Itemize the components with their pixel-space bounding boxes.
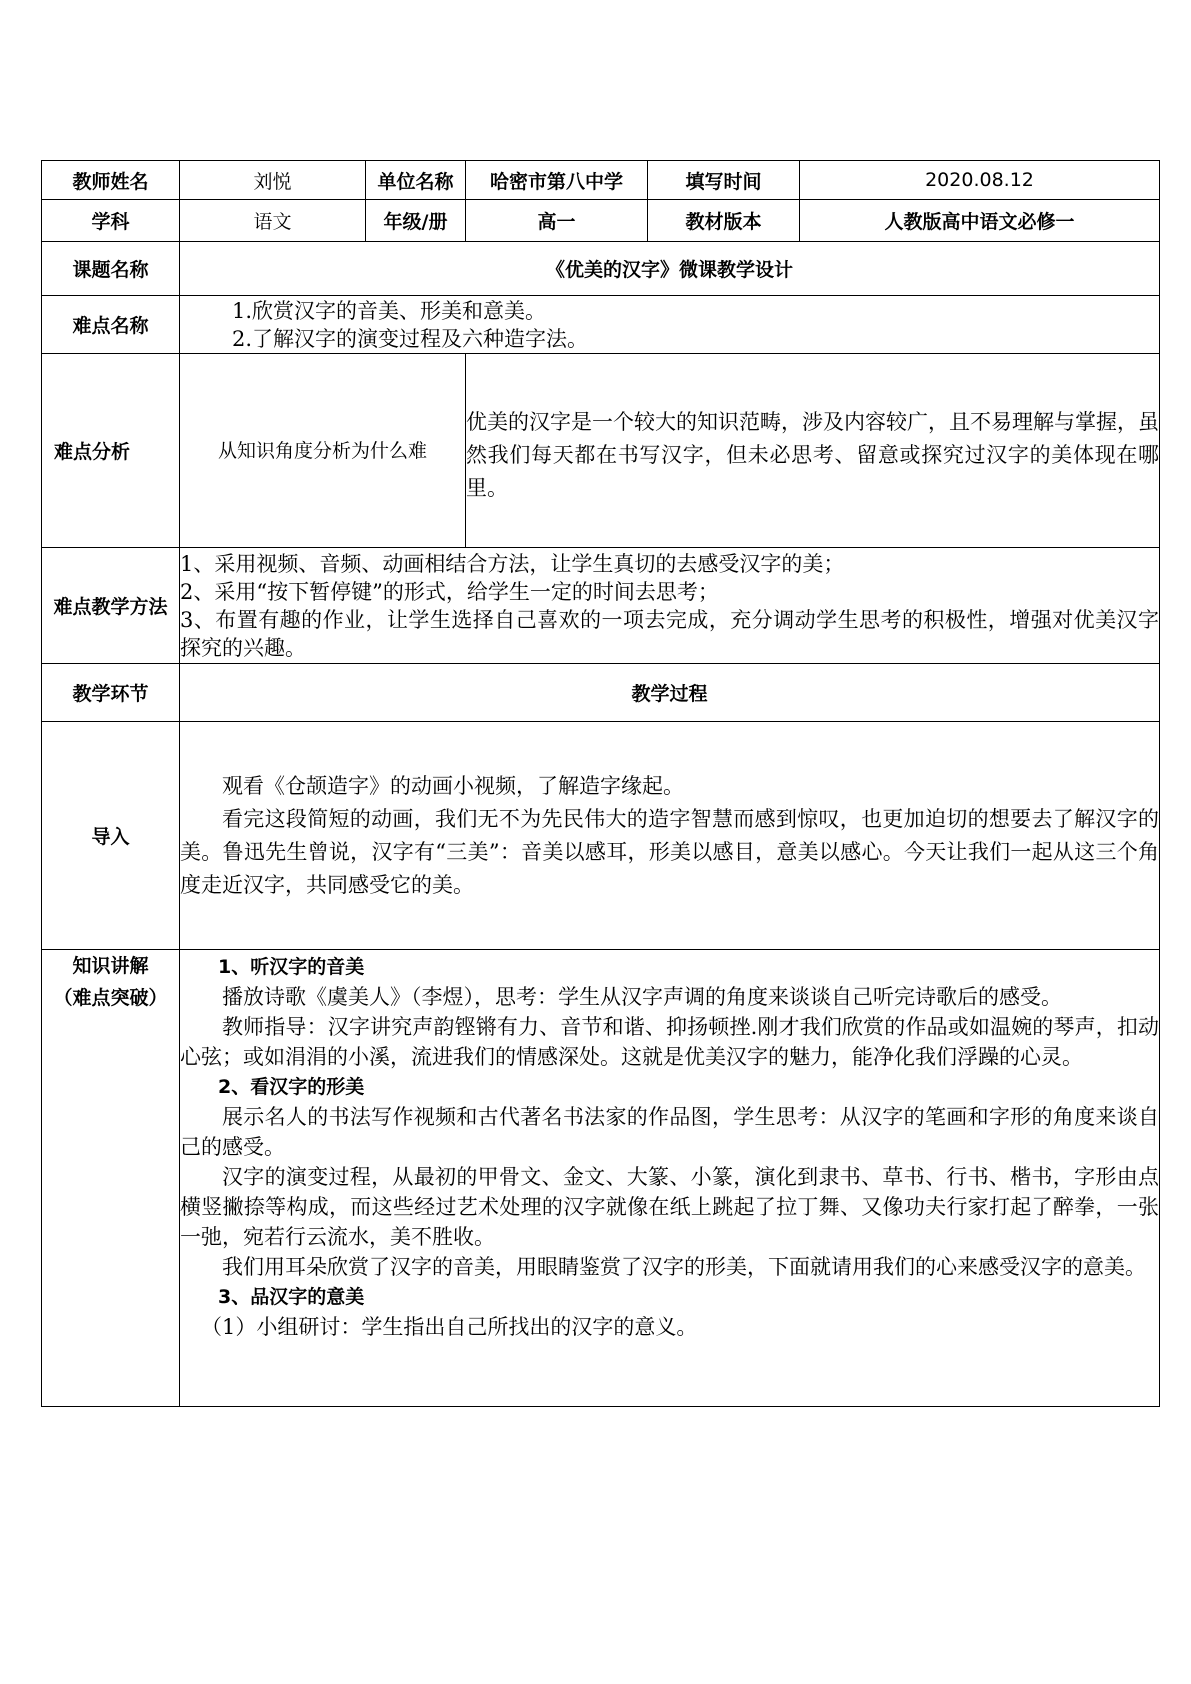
difficulty-line-1: 1.欣赏汉字的音美、形美和意美。	[232, 298, 547, 323]
date-label: 填写时间	[648, 161, 800, 200]
analysis-row	[42, 354, 1160, 548]
difficulty-row	[42, 296, 1160, 354]
difficulty-content	[180, 296, 1160, 354]
method-line-1: 1、采用视频、音频、动画相结合方法，让学生真切的去感受汉字的美；	[180, 551, 845, 576]
method-line-2: 2、采用“按下暂停键”的形式，给学生一定的时间去思考；	[180, 579, 719, 604]
intro-label: 导入	[42, 722, 180, 950]
knowledge-paragraph-2: 教师指导：汉字讲究声韵铿锵有力、音节和谐、抑扬顿挫.刚才我们欣赏的作品或如温婉的琴声，扣动心弦；或如涓涓的小溪，流进我们的情感深处。这就是优美汉字的魅力，能净化我们浮躁的心灵。	[180, 1015, 1159, 1069]
subject-value: 语文	[180, 200, 366, 242]
knowledge-label-line-1: 知识讲解	[72, 955, 149, 977]
method-line-3: 3、布置有趣的作业，让学生选择自己喜欢的一项去完成，充分调动学生思考的积极性，增强对优美汉字探究的兴趣。	[180, 607, 1159, 660]
knowledge-row	[42, 950, 1160, 1407]
knowledge-paragraph-5: 我们用耳朵欣赏了汉字的音美，用眼睛鉴赏了汉字的形美，下面就请用我们的心来感受汉字的意美。	[222, 1255, 1146, 1279]
info-row-1	[42, 161, 1160, 200]
textbook-value: 人教版高中语文必修一	[800, 200, 1160, 242]
methods-content	[180, 548, 1160, 664]
knowledge-content	[180, 950, 1160, 1407]
unit-label: 单位名称	[366, 161, 466, 200]
unit-name: 哈密市第八中学	[466, 161, 648, 200]
knowledge-paragraph-1: 播放诗歌《虞美人》（李煜），思考：学生从汉字声调的角度来谈谈自己听完诗歌后的感受。	[222, 985, 1062, 1009]
knowledge-paragraph-4: 汉字的演变过程，从最初的甲骨文、金文、大篆、小篆，演化到隶书、草书、行书、楷书，字形由点横竖撇捺等构成，而这些经过艺术处理的汉字就像在纸上跳起了拉丁舞、又像功夫行家打起了醉拳，一张一弛，宛若行云流水，美不胜收。	[180, 1165, 1159, 1249]
difficulty-label: 难点名称	[42, 296, 180, 354]
process-stage-label: 教学环节	[42, 664, 180, 722]
intro-content	[180, 722, 1160, 950]
analysis-sublabel: 从知识角度分析为什么难	[180, 354, 466, 548]
process-title: 教学过程	[180, 664, 1160, 722]
date-value: 2020.08.12	[800, 161, 1160, 200]
section-heading-sound: 1、听汉字的音美	[218, 956, 365, 978]
intro-paragraph-1: 观看《仓颉造字》的动画小视频，了解造字缘起。	[222, 773, 684, 798]
knowledge-label-line-2: （难点突破）	[53, 987, 168, 1009]
topic-row	[42, 242, 1160, 296]
section-heading-meaning: 3、品汉字的意美	[218, 1286, 365, 1308]
lesson-plan-table	[41, 160, 1160, 1407]
teacher-name: 刘悦	[180, 161, 366, 200]
knowledge-paragraph-3: 展示名人的书法写作视频和古代著名书法家的作品图，学生思考：从汉字的笔画和字形的角度来谈自己的感受。	[180, 1105, 1159, 1159]
teacher-label: 教师姓名	[42, 161, 180, 200]
analysis-label: 难点分析	[42, 354, 180, 548]
methods-label: 难点教学方法	[42, 548, 180, 664]
intro-row	[42, 722, 1160, 950]
analysis-text: 优美的汉字是一个较大的知识范畴，涉及内容较广，且不易理解与掌握，虽然我们每天都在书写汉字，但未必思考、留意或探究过汉字的美体现在哪里。	[466, 354, 1160, 548]
knowledge-paragraph-6: （1）小组研讨：学生指出自己所找出的汉字的意义。	[201, 1315, 698, 1339]
topic-title: 《优美的汉字》微课教学设计	[180, 242, 1160, 296]
topic-label: 课题名称	[42, 242, 180, 296]
difficulty-line-2: 2.了解汉字的演变过程及六种造字法。	[232, 326, 589, 351]
textbook-label: 教材版本	[648, 200, 800, 242]
grade-label: 年级/册	[366, 200, 466, 242]
info-row-2	[42, 200, 1160, 242]
intro-paragraph-2: 看完这段简短的动画，我们无不为先民伟大的造字智慧而感到惊叹，也更加迫切的想要去了解汉字的美。鲁迅先生曾说，汉字有“三美”：音美以感耳，形美以感目，意美以感心。今天让我们一起从这三个角度走近汉字，共同感受它的美。	[180, 806, 1159, 897]
grade-value: 高一	[466, 200, 648, 242]
methods-row	[42, 548, 1160, 664]
subject-label: 学科	[42, 200, 180, 242]
process-header-row	[42, 664, 1160, 722]
section-heading-form: 2、看汉字的形美	[218, 1076, 365, 1098]
knowledge-label	[42, 950, 180, 1407]
